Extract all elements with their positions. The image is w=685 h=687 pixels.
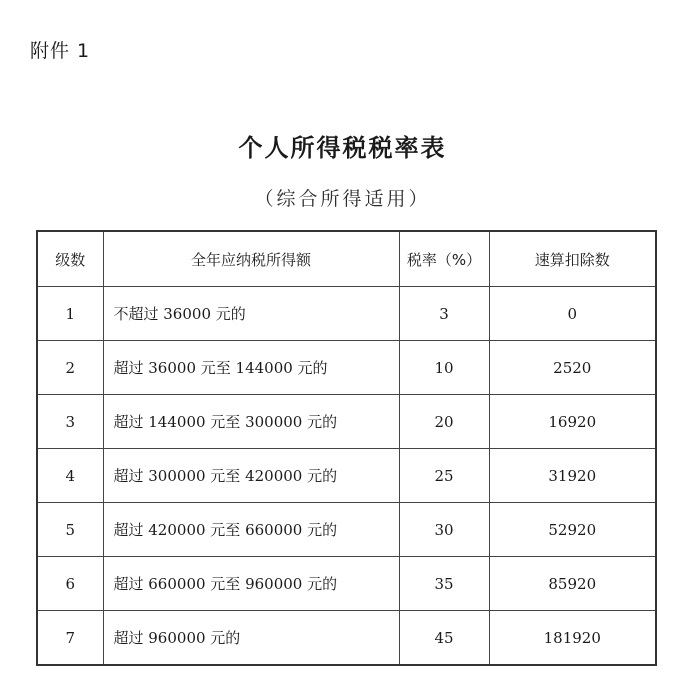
header-level: 级数 (37, 231, 103, 287)
cell-quick-deduction: 2520 (489, 341, 656, 395)
cell-income-range: 超过 960000 元的 (103, 611, 399, 666)
table-row (37, 503, 656, 557)
cell-quick-deduction: 52920 (489, 503, 656, 557)
table-row (37, 611, 656, 666)
cell-tax-rate: 30 (399, 503, 489, 557)
table-row (37, 449, 656, 503)
header-tax-rate: 税率（%） (399, 231, 489, 287)
cell-level: 4 (37, 449, 103, 503)
header-income-range: 全年应纳税所得额 (103, 231, 399, 287)
cell-tax-rate: 45 (399, 611, 489, 666)
cell-level: 2 (37, 341, 103, 395)
cell-quick-deduction: 85920 (489, 557, 656, 611)
cell-tax-rate: 35 (399, 557, 489, 611)
cell-income-range: 超过 420000 元至 660000 元的 (103, 503, 399, 557)
cell-income-range: 超过 300000 元至 420000 元的 (103, 449, 399, 503)
cell-tax-rate: 3 (399, 287, 489, 341)
cell-quick-deduction: 31920 (489, 449, 656, 503)
table-row (37, 395, 656, 449)
cell-quick-deduction: 0 (489, 287, 656, 341)
cell-income-range: 超过 660000 元至 960000 元的 (103, 557, 399, 611)
cell-income-range: 超过 36000 元至 144000 元的 (103, 341, 399, 395)
cell-quick-deduction: 16920 (489, 395, 656, 449)
table-row (37, 341, 656, 395)
cell-level: 7 (37, 611, 103, 666)
document-title: 个人所得税税率表 (238, 133, 447, 162)
cell-level: 1 (37, 287, 103, 341)
cell-tax-rate: 20 (399, 395, 489, 449)
attachment-label: 附件 1 (30, 40, 91, 62)
tax-rate-table (36, 230, 657, 666)
cell-level: 6 (37, 557, 103, 611)
cell-level: 3 (37, 395, 103, 449)
cell-income-range: 不超过 36000 元的 (103, 287, 399, 341)
table-header-row (37, 231, 656, 287)
cell-income-range: 超过 144000 元至 300000 元的 (103, 395, 399, 449)
cell-tax-rate: 10 (399, 341, 489, 395)
table-row (37, 287, 656, 341)
cell-level: 5 (37, 503, 103, 557)
document-subtitle: （综合所得适用） (254, 188, 431, 210)
cell-tax-rate: 25 (399, 449, 489, 503)
table-row (37, 557, 656, 611)
header-quick-deduction: 速算扣除数 (489, 231, 656, 287)
cell-quick-deduction: 181920 (489, 611, 656, 666)
